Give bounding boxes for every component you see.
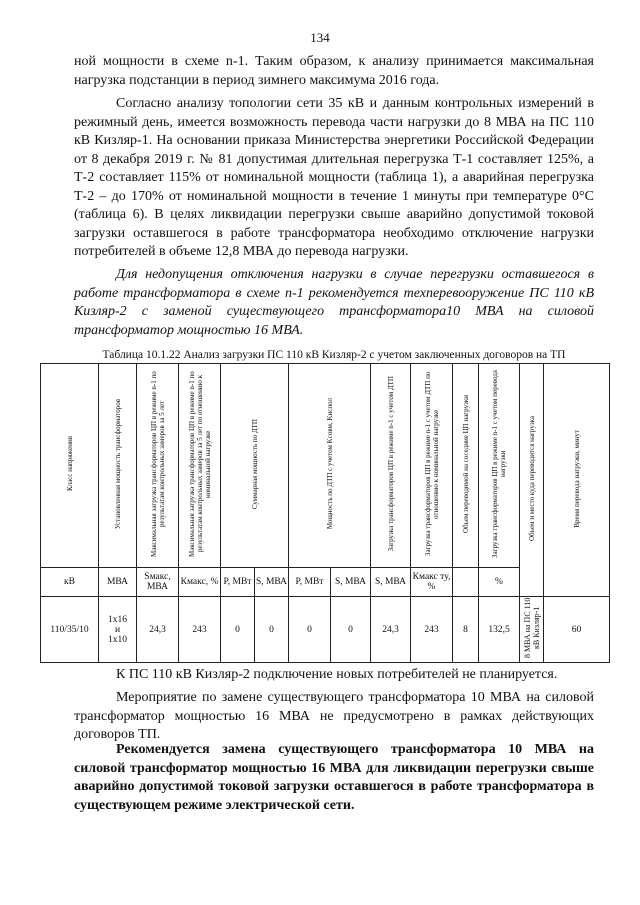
paragraph-2: Согласно анализу топологии сети 35 кВ и данным контрольных измерений в режимный день, имеется возможность перевода части нагрузки до 8 МВА на ПС 110 кВ Кизляр-1. На основании приказа Министерства энергетики Российской Федерации от 8 декабря 2019 г. № 81 допустимая длительная перегрузка Т-1 составляет 125%, а Т-2 составляет 115% от номинальной мощности (таблица 1), а аварийная перегрузка Т-2 – до 170% от номинальной мощности в течение 1 минуты при температуре 0°С (таблица 6). В целях ликвидации перегрузки свыше аварийно допустимой токовой загрузки оставшегося в работе трансформатора необходимо отключение нагрузки потребителей в объеме 12,8 МВА до перевода нагрузки. — [74, 96, 594, 259]
unit-cell: S, МВА — [371, 568, 411, 597]
unit-cell — [453, 568, 479, 597]
header-cell: Загрузка трансформаторов ЦП в режиме n-1 с учетом ДТП по отношению к номинальной нагрузке — [411, 364, 453, 568]
cell-dtp-p: 0 — [221, 597, 255, 663]
unit-cell: P, МВт — [221, 568, 255, 597]
unit-cell: S, МВА — [255, 568, 289, 597]
table-header-row — [41, 364, 610, 568]
table-caption: Таблица 10.1.22 Анализ загрузки ПС 110 кВ Кизляр-2 с учетом заключенных договоров на ТП — [102, 349, 566, 361]
paragraph-3-recommendation: Для недопущения отключения нагрузки в случае перегрузки оставшегося в работе трансформатора в схеме n-1 рекомендуется техперевооружение ПС 110 кВ Кизляр-2 с заменой существующего трансформатора10 МВА на силовой трансформатор мощностью 16 МВА. — [74, 267, 594, 338]
header-cell: Класс напряжения — [41, 364, 99, 568]
cell-load-dtp-pct: 243 — [411, 597, 453, 663]
header-cell: Мощность по ДТП с учетом Kсовм, Kиспол — [289, 364, 371, 568]
cell-transfer-where: 8 МВА на ПС 110 кВ Кизляр-1 — [520, 597, 544, 663]
cell-load-dtp: 24,3 — [371, 597, 411, 663]
cell-dtp-s: 0 — [255, 597, 289, 663]
cell-transfer-volume: 8 — [453, 597, 479, 663]
load-analysis-table — [40, 363, 610, 663]
header-cell: Время перевода нагрузки, минут — [544, 364, 610, 597]
unit-cell: % — [479, 568, 520, 597]
paragraph-1: ной мощности в схеме n-1. Таким образом, к анализу принимается максимальная нагрузка подстанции в период зимнего максимума 2016 года. — [74, 54, 594, 88]
cell-load-transfer: 132,5 — [479, 597, 520, 663]
table-row — [41, 597, 610, 663]
cell-dtpk-s: 0 — [331, 597, 371, 663]
header-cell: Объем переводимой на соседние ЦП нагрузки — [453, 364, 479, 568]
header-cell: Максимальная загрузка трансформаторов ЦП в режиме n-1 по результатам контрольных замеров за 5 лет по отношению к номинальной нагрузке — [179, 364, 221, 568]
header-cell: Объем и место куда переводится нагрузка — [520, 364, 544, 597]
paragraph-5: Мероприятие по замене существующего трансформатора 10 МВА на силовой трансформатор мощностью 16 МВА не предусмотрено в рамках действующих договоров ТП. — [74, 690, 594, 742]
cell-kmax: 243 — [179, 597, 221, 663]
unit-cell: МВА — [99, 568, 137, 597]
unit-cell: Sмакс, МВА — [137, 568, 179, 597]
paragraph-4: К ПС 110 кВ Кизляр-2 подключение новых потребителей не планируется. — [116, 667, 558, 682]
paragraph-6-conclusion: Рекомендуется замена существующего трансформатора 10 МВА на силовой трансформатор мощностью 16 МВА для ликвидации перегрузки свыше аварийно допустимой токовой загрузки оставшегося в работе трансформатора в существующем режиме электрической сети. — [74, 742, 594, 813]
page-number: 134 — [310, 30, 330, 45]
header-cell: Установленная мощность трансформаторов — [99, 364, 137, 568]
header-cell: Загрузка трансформаторов ЦП в режиме n-1 с учетом ДТП — [371, 364, 411, 568]
cell-transfer-time: 60 — [544, 597, 610, 663]
unit-cell: S, МВА — [331, 568, 371, 597]
cell-voltage: 110/35/10 — [41, 597, 99, 663]
unit-cell: Кмакс ту, % — [411, 568, 453, 597]
header-cell: Суммарная мощность по ДТП — [221, 364, 289, 568]
header-cell: Максимальная загрузка трансформаторов ЦП в режиме n-1 по результатам контрольных замеров за 5 лет — [137, 364, 179, 568]
cell-dtpk-p: 0 — [289, 597, 331, 663]
unit-cell: Кмакс, % — [179, 568, 221, 597]
header-cell: Загрузка трансформаторов ЦП в режиме n-1 с учетом перевода нагрузки — [479, 364, 520, 568]
unit-cell: кВ — [41, 568, 99, 597]
cell-installed-power: 1х16 и 1х10 — [99, 597, 137, 663]
cell-smax: 24,3 — [137, 597, 179, 663]
unit-cell: P, МВт — [289, 568, 331, 597]
